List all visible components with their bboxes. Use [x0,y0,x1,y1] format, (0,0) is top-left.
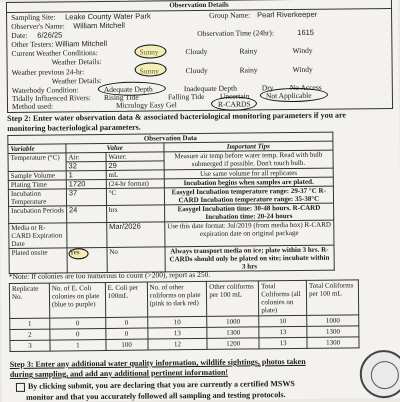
cell[interactable]: 100 [106,339,148,350]
step3-line1: Step 3: Enter any additional water quality information, wildlife sightings, photos taken [9,356,306,370]
depth-dry[interactable]: Dry [261,83,274,93]
weather-details-label: Weather Details: [51,57,102,67]
current-weather-label: Current Weather Conditions: [11,48,98,58]
cell[interactable]: 1300 [307,337,359,349]
tip-expiration-date: Use this date format: Jul/2019 (from media box) R-CARD expiration date on original package [164,220,334,247]
tip-incubation-temperature: Easygel Incubation temperature range: 29-37 °C R-CARD Incubation temperature range: 35-38°C [164,186,334,205]
var-incubation-periods: Incubation Periods [9,206,67,224]
plated-onsite-no[interactable]: No [107,247,165,273]
weather-option-rainy[interactable]: Rainy [239,46,258,56]
organization-seal [360,350,400,399]
observer-label: Observer's Name: [11,21,65,31]
tidal-rising[interactable]: Rising Tide [103,92,139,103]
observer-value: William Mitchell [73,20,125,31]
cell[interactable]: 13 [259,337,307,349]
observation-details-box [6,0,393,113]
sampling-site-value: Leake County Water Park [65,11,151,22]
colony-header-row [9,280,358,319]
tidal-uncertain[interactable]: Uncertain [219,91,250,101]
cell[interactable]: 10 [147,316,207,328]
replicate-number: 1 [10,318,50,329]
observation-data-table [7,132,334,274]
var-temperature: Temperature (°C) [8,153,66,172]
cell[interactable]: 1000 [207,316,259,328]
colony-count-table [9,279,360,352]
tip-plated-onsite: Always transport media on ice; plate within 3 hrs. R-CARDs should only be plated on site; incubate within 3 hrs [165,245,335,272]
date-value: 6/26/25 [37,30,63,40]
weather-prev-label: Weather previous 24-hr: [11,67,85,77]
cell[interactable]: 13 [259,326,307,338]
var-plating-time: Plating Time [8,180,66,190]
cell[interactable]: 1300 [207,327,259,339]
sampling-site-label: Sampling Site: [11,12,56,22]
weather-prev-details-label: Weather Details: [51,76,102,86]
depth-adequate[interactable]: Adequate Depth [103,84,153,95]
var-incubation-temperature: Incubation Temperature [8,189,66,207]
hdr-ecoli-per-100ml: E. Coli per 100mL [105,282,147,317]
replicate-number: 2 [10,329,50,340]
weather-prev-sunny[interactable]: Sunny [139,66,159,76]
replicate-number: 3 [10,340,50,351]
cell[interactable]: 1 [50,339,106,351]
var-sample-volume: Sample Volume [8,171,66,181]
temp-air-value[interactable]: 32 [66,161,106,170]
plated-onsite-yes-cell[interactable] [67,247,107,272]
sample-volume-unit: mL [106,170,164,180]
col-variable: Variable [8,144,66,154]
weather-option-sunny[interactable]: Sunny [139,47,159,57]
waterbody-condition-label: Waterbody Condition: [11,85,79,95]
tip-sample-volume: Use same volume for all replicates [164,168,333,179]
plating-time-value[interactable]: 1720 [66,179,106,188]
weather-prev-sunny-circle [135,62,167,76]
step3-line2: during sampling, and add any additional pertinent information! [9,367,229,380]
weather-option-cloudy[interactable]: Cloudy [185,46,208,57]
expiration-date-value[interactable]: Mar/2026 [107,222,165,248]
cell[interactable]: 0 [105,317,147,328]
method-rcards-circle [211,96,257,110]
time-value: 1615 [297,27,314,37]
observation-data-title: Observation Data [8,132,333,144]
col-tips: Important Tips [164,141,333,152]
incubation-period-value[interactable]: 24 [66,205,106,222]
temp-water-label: Water: [106,152,164,162]
method-rcards[interactable]: R-CARDS [217,99,251,109]
declaration-checkbox[interactable] [16,382,25,391]
sample-volume-value[interactable]: 1 [66,170,106,179]
cell[interactable]: 1200 [207,338,259,350]
incubation-period-unit: hrs [106,205,164,223]
var-expiration-date: Media or R-CARD Expiration Date [9,223,67,249]
weather-prev-cloudy[interactable]: Cloudy [185,65,208,76]
tip-plating-time: Incubation begins when samples are plated. [164,177,333,188]
tidal-not-applicable-circle [260,88,328,103]
cell[interactable]: 13 [147,327,207,339]
step2-heading-line2: monitoring bacteriological parameters. [7,122,141,134]
cell[interactable]: 12 [148,338,208,350]
weather-option-windy[interactable]: Windy [292,45,313,56]
tip-incubation-periods: Easygel Incubation time: 30-48 hours. R-CARD Incubation time: 20-24 hours [164,203,334,222]
cell[interactable]: 1000 [307,315,359,327]
hdr-total-per-100ml: Total Coliforms per 100 mL [306,280,358,316]
hdr-ecoli-colonies: No. of E. Coli colonies on plate (blue to purple) [49,282,105,318]
expiration-blank [67,222,107,247]
temp-water-value[interactable]: 29 [106,161,164,171]
other-testers-value: William Mitchell [55,38,108,49]
time-label: Observation Time (24hr): [197,28,274,39]
hdr-other-coliforms: No. of other coliforms on plate (pink to dark red) [147,281,207,317]
incubation-temp-unit: °C [106,188,164,206]
weather-sunny-circle [134,44,166,58]
cell[interactable]: 1300 [307,326,359,338]
hdr-total-coliforms: Total Coliforms (all colonies on plate) [259,280,307,315]
plated-onsite-yes[interactable]: Yes [69,248,80,257]
tip-temperature: Measure air temp before water temp. Read with bulb submerged if possible. Don't touch bulb. [164,150,334,170]
cell[interactable]: 0 [106,328,148,339]
weather-prev-rainy[interactable]: Rainy [239,65,258,75]
hdr-replicate: Replicate No. [9,283,49,318]
step2-heading-line1: Step 2: Enter water observation data & associated bacteriological monitoring parameters if you are [7,110,347,124]
incubation-temp-value[interactable]: 37 [66,188,106,205]
hdr-other-per-100ml: Other coliforms per 100 mL [207,281,259,317]
method-easy-gel[interactable]: Micrology Easy Gel [115,100,177,110]
group-name-label: Group Name: [209,10,251,20]
depth-inadequate[interactable]: Inadequate Depth [183,83,237,94]
colonies-note: *Note: If colonies are too numerous to count (>200), report as 250. [8,269,211,282]
depth-no-access[interactable]: No Access [289,82,322,93]
weather-prev-windy[interactable]: Windy [292,64,313,75]
other-testers-label: Other Testers: [11,39,54,49]
table-row [10,337,359,352]
var-plated-onsite: Plated onsite [9,248,67,274]
plating-time-unit: (24-hr format) [106,179,164,189]
group-name-value: Pearl Riverkeeper [257,9,318,20]
method-label: Method used: [11,101,54,111]
declaration-line1-text: By clicking submit, you are declaring that you are currently a certified MSWS [27,379,295,391]
tidal-not-applicable[interactable]: Not Applicable [265,90,312,101]
date-label: Date: [11,30,28,40]
tidal-label: Tidally Influenced Rivers: [11,93,91,103]
seal-inner-ring [371,361,399,389]
temp-air-label: Air: [66,152,106,161]
col-value: Value [66,143,164,153]
cell[interactable]: 0 [50,328,106,340]
cell[interactable]: 0 [50,317,106,329]
observation-details-title: Observation Details [7,0,391,13]
cell[interactable]: 10 [259,315,307,327]
tidal-falling[interactable]: Falling Tide [167,91,205,102]
declaration-line2: monitor and that you accurately followed all sampling and testing protocols. [26,390,286,402]
